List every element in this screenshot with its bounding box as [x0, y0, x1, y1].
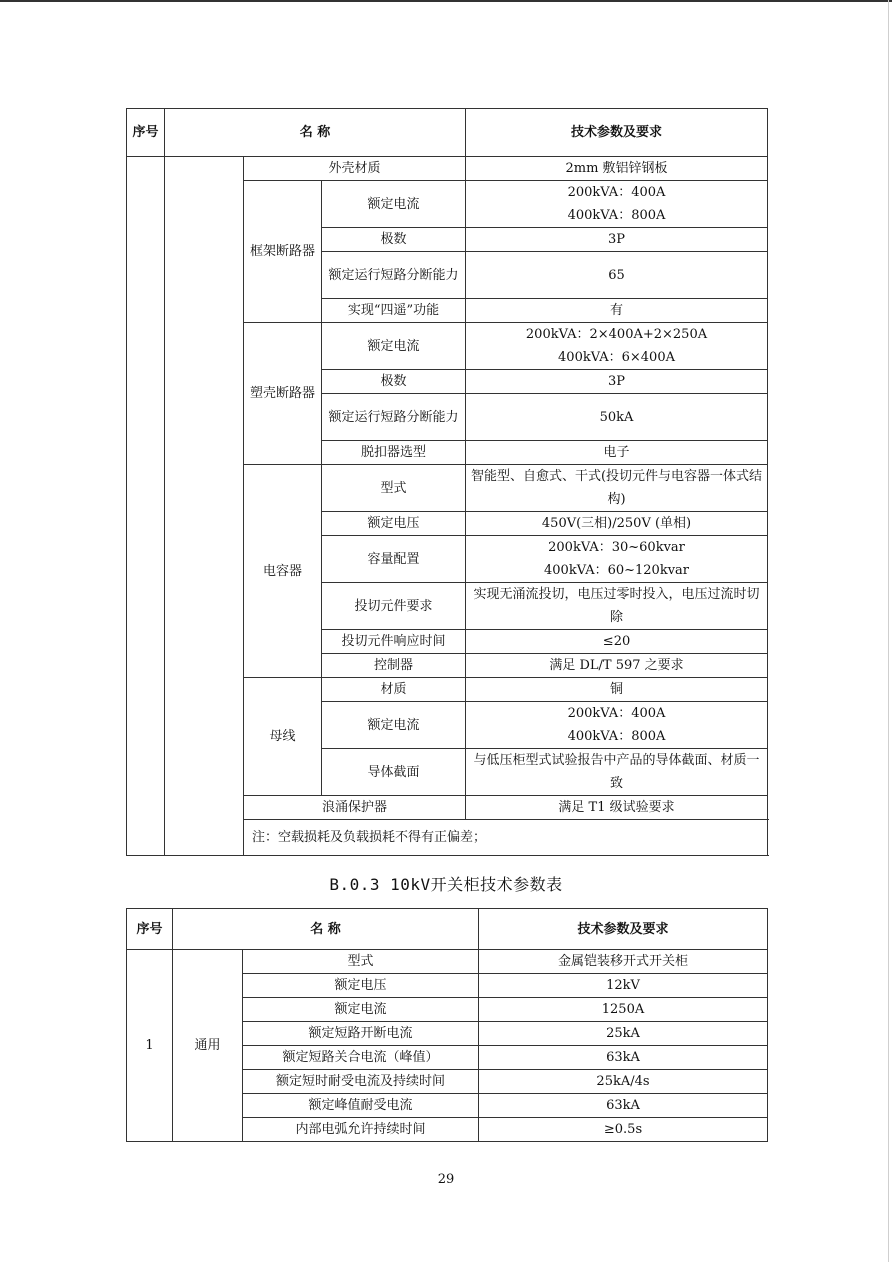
- capacitor-capacity-label: 容量配置: [322, 536, 466, 583]
- table-caption: B.0.3 10kV开关柜技术参数表: [329, 875, 563, 894]
- capacitor-switching-label: 投切元件要求: [322, 583, 466, 630]
- seq-cell-empty: [127, 157, 165, 856]
- row-value: 63kA: [479, 1094, 768, 1118]
- capacitor-voltage-value: 450V(三相)/250V (单相): [466, 512, 768, 536]
- row-label: 额定峰值耐受电流: [243, 1094, 479, 1118]
- header-name: 名 称: [165, 109, 466, 157]
- header-seq: 序号: [127, 109, 165, 157]
- row-label: 额定电流: [243, 998, 479, 1022]
- frame-breaker-rated-current-value: 200kVA：400A 400kVA：800A: [466, 181, 768, 228]
- frame-breaker-breaking-label: 额定运行短路分断能力: [322, 252, 466, 299]
- mccb-poles-label: 极数: [322, 370, 466, 394]
- surge-label: 浪涌保护器: [244, 796, 466, 820]
- top-border-line: [0, 0, 892, 2]
- frame-breaker-four-remote-label: 实现“四遥”功能: [322, 299, 466, 323]
- busbar-section-label: 导体截面: [322, 749, 466, 796]
- row-label: 额定短时耐受电流及持续时间: [243, 1070, 479, 1094]
- mccb-trip-unit-label: 脱扣器选型: [322, 441, 466, 465]
- frame-breaker-poles-value: 3P: [466, 228, 768, 252]
- row-value: 25kA: [479, 1022, 768, 1046]
- row-value: 金属铠装移开式开关柜: [479, 950, 768, 974]
- frame-breaker-rated-current-label: 额定电流: [322, 181, 466, 228]
- header-name: 名 称: [173, 909, 479, 950]
- group-cell: 通用: [173, 950, 243, 1142]
- mccb-rated-current-value: 200kVA：2×400A+2×250A 400kVA：6×400A: [466, 323, 768, 370]
- table-note: 注：空载损耗及负载损耗不得有正偏差；: [244, 820, 768, 856]
- row-value: 25kA/4s: [479, 1070, 768, 1094]
- busbar-current-value: 200kVA：400A 400kVA：800A: [466, 702, 768, 749]
- surge-value: 满足 T1 级试验要求: [466, 796, 768, 820]
- row-value: ≥0.5s: [479, 1118, 768, 1142]
- seq-cell: 1: [127, 950, 173, 1142]
- row-label: 额定短路关合电流（峰值）: [243, 1046, 479, 1070]
- capacitor-voltage-label: 额定电压: [322, 512, 466, 536]
- shell-value: 2mm 敷铝锌钢板: [466, 157, 768, 181]
- group-cell-empty: [165, 157, 244, 856]
- busbar-section-value: 与低压柜型式试验报告中产品的导体截面、材质一致: [466, 749, 768, 796]
- frame-breaker-label: 框架断路器: [244, 181, 322, 323]
- busbar-label: 母线: [244, 678, 322, 796]
- low-voltage-cabinet-param-table: [126, 108, 768, 856]
- row-value: 63kA: [479, 1046, 768, 1070]
- row-label: 内部电弧允许持续时间: [243, 1118, 479, 1142]
- capacitor-response-label: 投切元件响应时间: [322, 630, 466, 654]
- mccb-breaking-label: 额定运行短路分断能力: [322, 394, 466, 441]
- mccb-rated-current-label: 额定电流: [322, 323, 466, 370]
- switchgear-param-table: [126, 908, 768, 1142]
- capacitor-label: 电容器: [244, 465, 322, 678]
- capacitor-type-value: 智能型、自愈式、干式(投切元件与电容器一体式结构): [466, 465, 768, 512]
- frame-breaker-breaking-value: 65: [466, 252, 768, 299]
- frame-breaker-four-remote-value: 有: [466, 299, 768, 323]
- capacitor-switching-value: 实现无涌流投切，电压过零时投入，电压过流时切除: [466, 583, 768, 630]
- capacitor-type-label: 型式: [322, 465, 466, 512]
- row-label: 额定电压: [243, 974, 479, 998]
- row-label: 额定短路开断电流: [243, 1022, 479, 1046]
- row-label: 型式: [243, 950, 479, 974]
- capacitor-response-value: ≤20: [466, 630, 768, 654]
- shell-label: 外壳材质: [244, 157, 466, 181]
- mccb-breaking-value: 50kA: [466, 394, 768, 441]
- busbar-current-label: 额定电流: [322, 702, 466, 749]
- capacitor-capacity-value: 200kVA：30~60kvar 400kVA：60~120kvar: [466, 536, 768, 583]
- mccb-trip-unit-value: 电子: [466, 441, 768, 465]
- right-border-line: [888, 0, 889, 1262]
- page-number: 29: [437, 1172, 455, 1187]
- header-seq: 序号: [127, 909, 173, 950]
- mccb-poles-value: 3P: [466, 370, 768, 394]
- header-params: 技术参数及要求: [466, 109, 768, 157]
- frame-breaker-poles-label: 极数: [322, 228, 466, 252]
- row-value: 1250A: [479, 998, 768, 1022]
- row-value: 12kV: [479, 974, 768, 998]
- busbar-material-value: 铜: [466, 678, 768, 702]
- capacitor-controller-label: 控制器: [322, 654, 466, 678]
- busbar-material-label: 材质: [322, 678, 466, 702]
- capacitor-controller-value: 满足 DL/T 597 之要求: [466, 654, 768, 678]
- header-params: 技术参数及要求: [479, 909, 768, 950]
- mccb-label: 塑壳断路器: [244, 323, 322, 465]
